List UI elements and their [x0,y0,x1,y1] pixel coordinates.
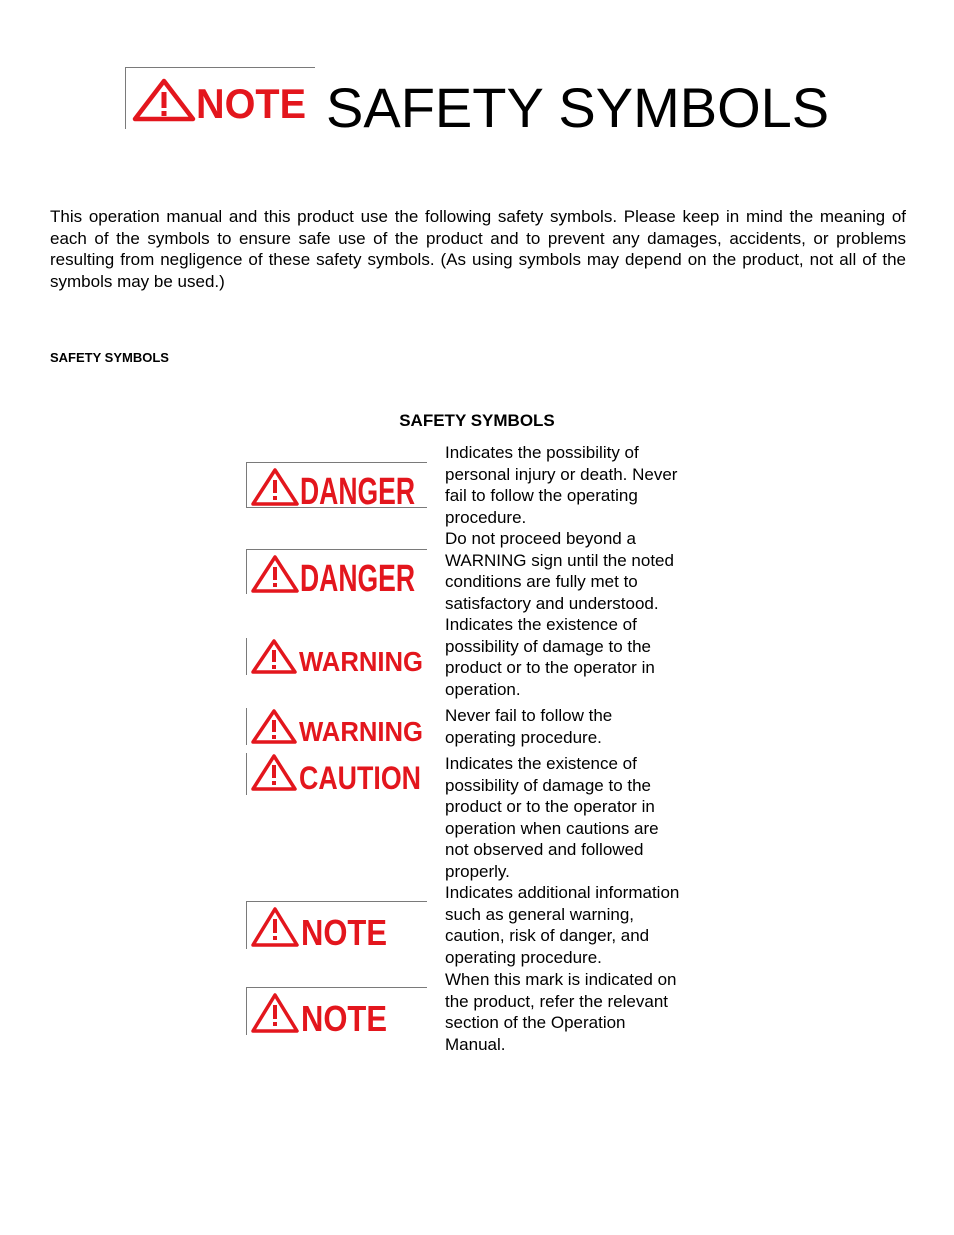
page-title: SAFETY SYMBOLS [326,76,830,139]
warning-triangle-icon [253,470,297,504]
title-badge-word: NOTE [196,80,306,127]
warning-triangle-icon [253,641,295,672]
warning-triangle-icon [135,81,193,119]
warning-triangle-icon [253,756,295,789]
badge-word: DANGER [300,558,415,600]
warning-triangle-icon [253,995,297,1031]
symbol-description: Indicates additional information such as general warning, caution, risk of danger, and operating procedure. [445,883,680,967]
badge-word: DANGER [300,471,415,513]
badge-word: WARNING [299,716,423,747]
symbol-description: Never fail to follow the operating procedure. [445,706,613,747]
symbol-description: Indicates the possibility of personal injury or death. Never fail to follow the operating procedure. [445,443,678,527]
table-title: SAFETY SYMBOLS [399,411,555,430]
warning-symbol-badge [246,638,427,675]
title-note-badge [125,67,315,129]
warning-symbol-badge [246,708,427,745]
danger-symbol-badge [246,462,427,513]
danger-symbol-badge [246,549,427,600]
symbol-description: When this mark is indicated on the product, refer the relevant section of the Operation Manual. [445,970,677,1054]
symbol-description: Do not proceed beyond a WARNING sign until the noted conditions are fully met to satisfactory and understood. [445,529,674,613]
note-symbol-badge [246,901,427,953]
badge-word: WARNING [299,646,423,677]
warning-triangle-icon [253,557,297,591]
symbol-description: Indicates the existence of possibility of damage to the product or to the operator in operation. [445,615,655,699]
badge-word: NOTE [301,998,387,1039]
badge-word: CAUTION [299,760,421,796]
note-badge-graphic [132,78,310,127]
caution-symbol-badge [246,753,427,795]
badge-word: NOTE [301,912,387,953]
symbol-description: Indicates the existence of possibility of damage to the product or to the operator in operation when cautions are not observed and followed properly. [445,754,659,881]
note-symbol-badge [246,987,427,1039]
warning-triangle-icon [253,711,295,742]
section-heading: SAFETY SYMBOLS [50,350,169,365]
warning-triangle-icon [253,909,297,945]
intro-paragraph: This operation manual and this product use the following safety symbols. Please keep in mind the meaning of each of the symbols to ensure safe use of the product and to prevent any damages, accidents, or problems resulting from negligence of these safety symbols. (As using symbols may depend on the product, not all of the symbols may be used.) [50,207,906,292]
